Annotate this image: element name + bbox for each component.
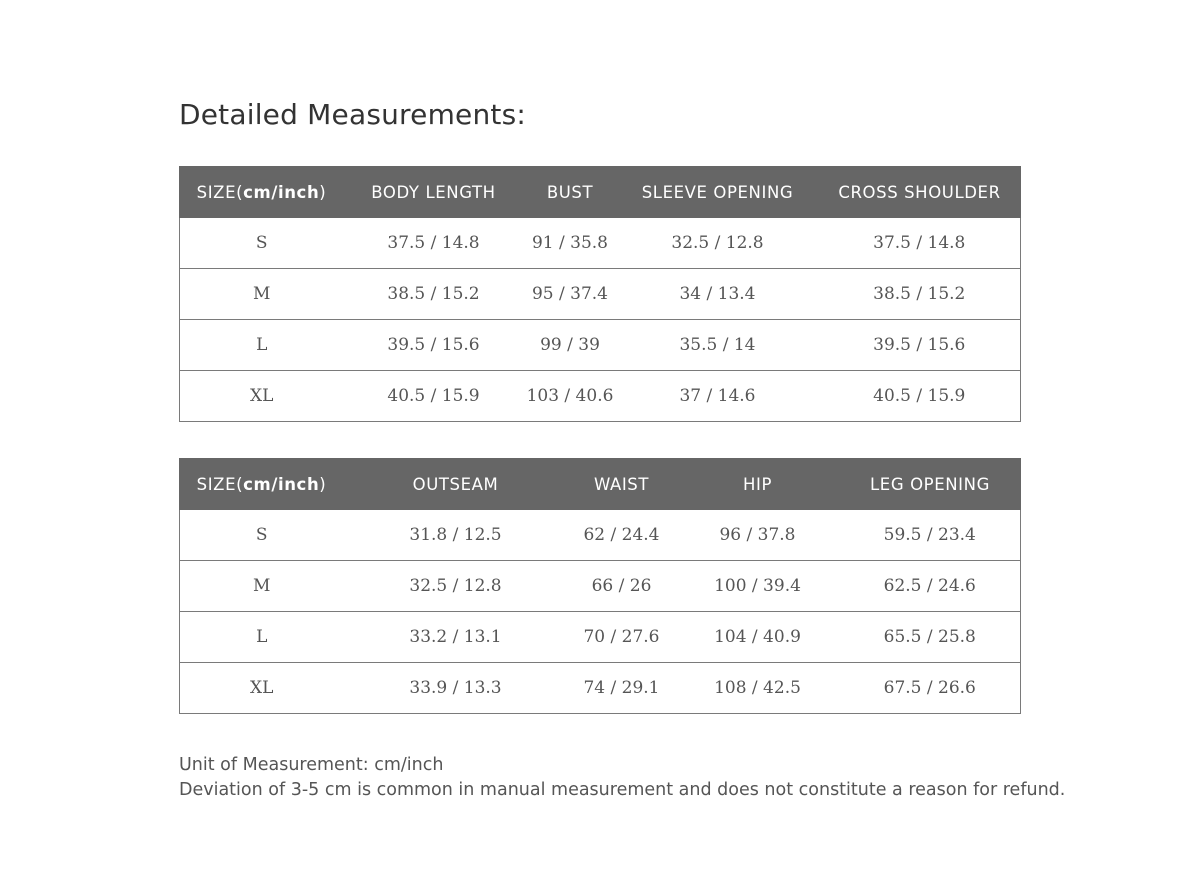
cross-shoulder-cell: 40.5 / 15.9 [819,371,1021,422]
size-header-prefix: SIZE( [196,182,244,202]
size-header-suffix: ) [319,474,327,494]
size-cell: L [180,612,344,663]
cross-shoulder-cell: 37.5 / 14.8 [819,218,1021,269]
bust-header: BUST [524,167,617,218]
table-header-row [180,167,1021,218]
hip-header: HIP [676,459,840,510]
size-cell: XL [180,663,344,714]
hip-cell: 100 / 39.4 [676,561,840,612]
waist-cell: 70 / 27.6 [568,612,676,663]
size-cell: M [180,561,344,612]
sleeve-opening-header: SLEEVE OPENING [617,167,819,218]
bust-cell: 99 / 39 [524,320,617,371]
leg-opening-cell: 67.5 / 26.6 [840,663,1021,714]
body-length-cell: 38.5 / 15.2 [344,269,524,320]
sleeve-opening-cell: 37 / 14.6 [617,371,819,422]
measurement-notes [179,753,1065,803]
size-header-unit: cm/inch [243,182,320,202]
sleeve-opening-cell: 34 / 13.4 [617,269,819,320]
size-cell: L [180,320,344,371]
table-header-row [180,459,1021,510]
cross-shoulder-cell: 38.5 / 15.2 [819,269,1021,320]
table-row [180,320,1021,371]
body-length-cell: 37.5 / 14.8 [344,218,524,269]
waist-header: WAIST [568,459,676,510]
table-row [180,561,1021,612]
hip-cell: 108 / 42.5 [676,663,840,714]
unit-note: Unit of Measurement: cm/inch [179,755,444,775]
size-cell: S [180,218,344,269]
body-length-header: BODY LENGTH [344,167,524,218]
table-row [180,371,1021,422]
size-cell: S [180,510,344,561]
leg-opening-header: LEG OPENING [840,459,1021,510]
size-header-unit: cm/inch [243,474,320,494]
table-row [180,218,1021,269]
bust-cell: 103 / 40.6 [524,371,617,422]
table-row [180,663,1021,714]
outseam-cell: 33.9 / 13.3 [344,663,568,714]
size-column-header [180,167,344,218]
size-cell: XL [180,371,344,422]
bust-cell: 91 / 35.8 [524,218,617,269]
bust-cell: 95 / 37.4 [524,269,617,320]
leg-opening-cell: 59.5 / 23.4 [840,510,1021,561]
hip-cell: 104 / 40.9 [676,612,840,663]
bottom-measurements-table [179,458,1021,714]
outseam-cell: 31.8 / 12.5 [344,510,568,561]
sleeve-opening-cell: 35.5 / 14 [617,320,819,371]
page-title: Detailed Measurements: [179,98,527,131]
table-row [180,612,1021,663]
waist-cell: 74 / 29.1 [568,663,676,714]
leg-opening-cell: 62.5 / 24.6 [840,561,1021,612]
size-header-prefix: SIZE( [196,474,244,494]
table-row [180,269,1021,320]
cross-shoulder-header: CROSS SHOULDER [819,167,1021,218]
outseam-header: OUTSEAM [344,459,568,510]
size-column-header [180,459,344,510]
body-length-cell: 39.5 / 15.6 [344,320,524,371]
top-measurements-table [179,166,1021,422]
waist-cell: 62 / 24.4 [568,510,676,561]
sleeve-opening-cell: 32.5 / 12.8 [617,218,819,269]
table-row [180,510,1021,561]
size-cell: M [180,269,344,320]
hip-cell: 96 / 37.8 [676,510,840,561]
deviation-note: Deviation of 3-5 cm is common in manual measurement and does not constitute a reason for refund. [179,780,1066,800]
cross-shoulder-cell: 39.5 / 15.6 [819,320,1021,371]
outseam-cell: 32.5 / 12.8 [344,561,568,612]
body-length-cell: 40.5 / 15.9 [344,371,524,422]
outseam-cell: 33.2 / 13.1 [344,612,568,663]
leg-opening-cell: 65.5 / 25.8 [840,612,1021,663]
waist-cell: 66 / 26 [568,561,676,612]
size-header-suffix: ) [319,182,327,202]
